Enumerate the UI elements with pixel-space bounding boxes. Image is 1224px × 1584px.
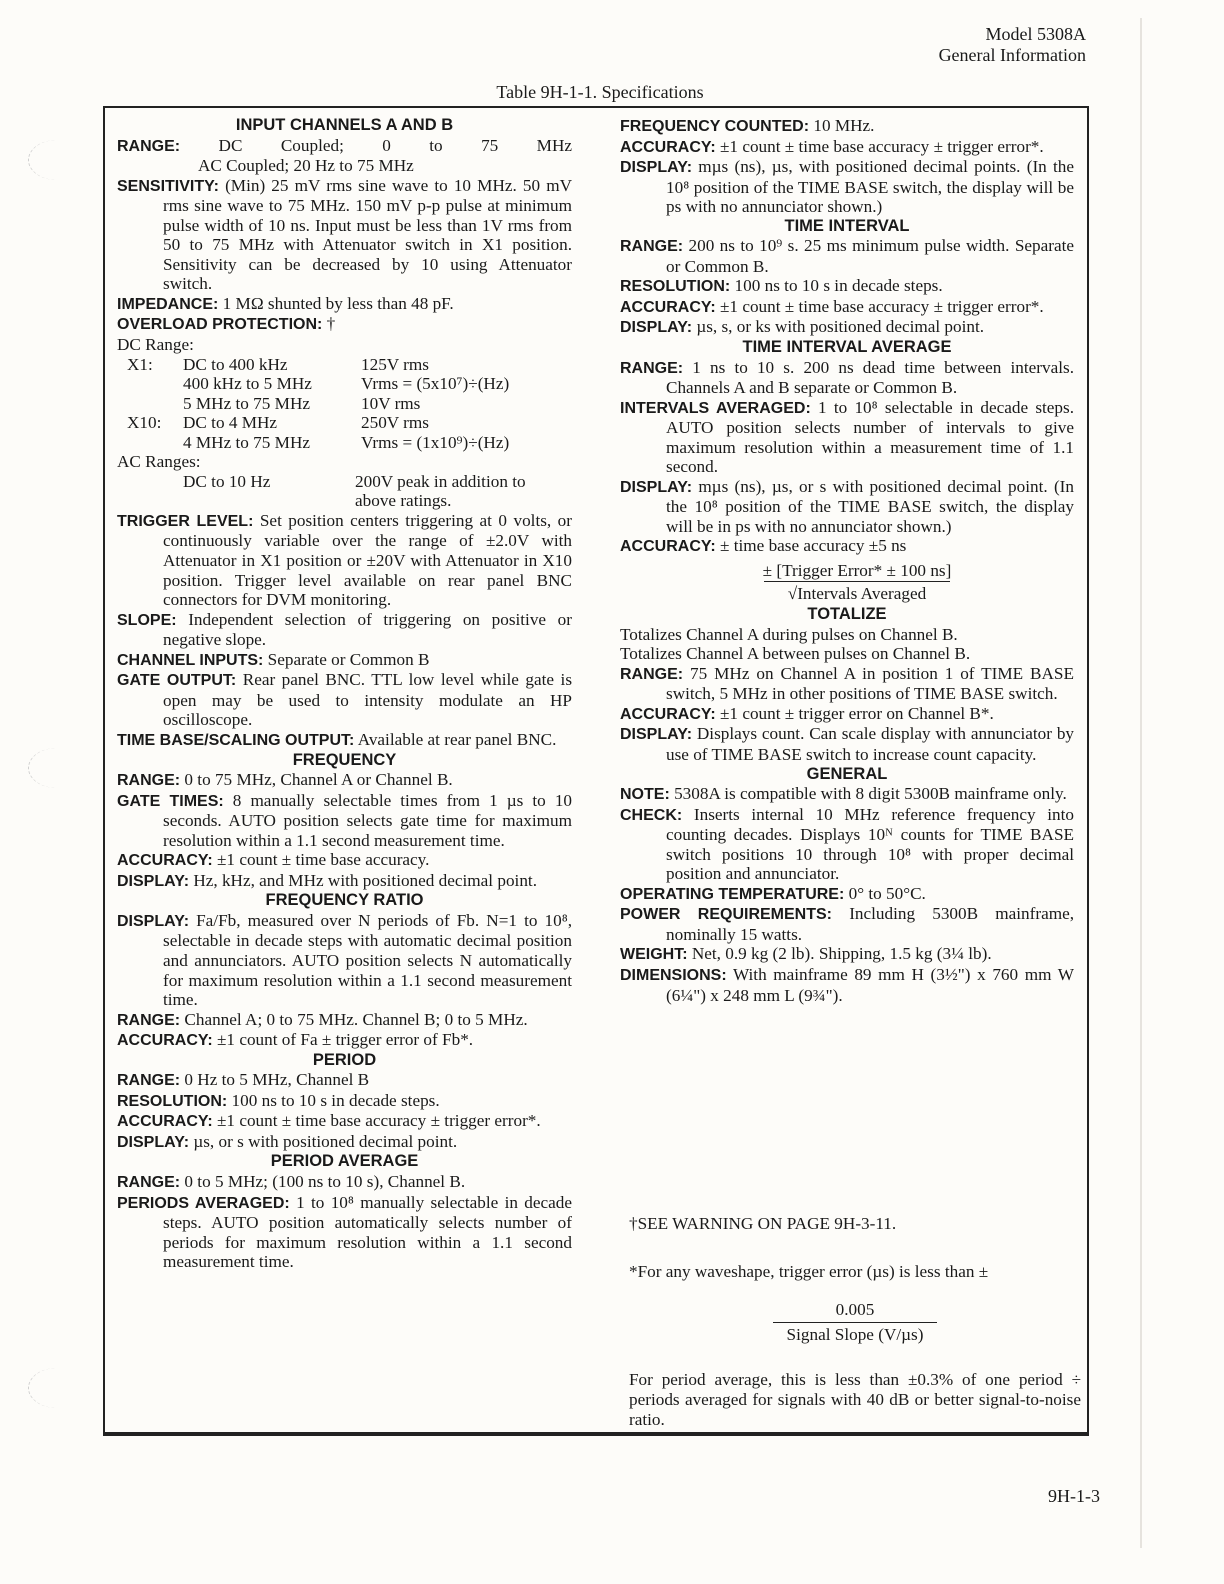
spec-note: NOTE: 5308A is compatible with 8 digit 5300B mainframe only. xyxy=(620,784,1067,804)
spec-accuracy: ACCURACY: ±1 count ± trigger error on Channel B*. xyxy=(620,703,994,723)
period-average-footnote: For period average, this is less than ±0.3% of one period ÷ periods averaged for signals with 40 dB or better signal-to-noise ratio. xyxy=(629,1370,1081,1429)
ac-ranges-label: AC Ranges: xyxy=(117,452,201,472)
section-heading: TOTALIZE xyxy=(807,605,887,624)
punch-hole-mark xyxy=(28,748,85,788)
spec-gate-times: GATE TIMES: 8 manually selectable times from 1 µs to 10 seconds. AUTO position selects gate time for maximum resolution within a 1.1 second measurement time. xyxy=(117,790,573,850)
section-heading: PERIOD AVERAGE xyxy=(270,1152,419,1171)
spec-check: CHECK: Inserts internal 10 MHz reference frequency into counting decades. Displays 10ᴺ counts for TIME BASE switch positions 10 through 10⁸ with proper decimal position and annunciator. xyxy=(620,804,1074,884)
spec-accuracy: ACCURACY: ± time base accuracy ±5 ns xyxy=(620,536,907,556)
spec-range: RANGE: 0 Hz to 5 MHz, Channel B xyxy=(117,1070,370,1090)
spec-display: DISPLAY: Displays count. Can scale display with annunciator by use of TIME BASE switch to increase count capacity. xyxy=(620,724,1075,764)
ac-range-table: DC to 10 Hz 200V peak in addition to above ratings. xyxy=(183,471,526,511)
spec-weight: WEIGHT: Net, 0.9 kg (2 lb). Shipping, 1.5 kg (3¼ lb). xyxy=(620,944,992,964)
spec-overload: OVERLOAD PROTECTION: † xyxy=(117,314,336,334)
trigger-error-fraction xyxy=(629,1300,1081,1345)
spec-sensitivity: SENSITIVITY: (Min) 25 mV rms sine wave to 10 MHz. 50 mV rms sine wave to 75 MHz. 150 mV p-p pulse at minimum pulse width of 10 ns. Input must be less than 1V rms from 50 to 75 MHz with Attenuator switch in X1 position. Sensitivity can be decreased by 10 using Attenuator switch. xyxy=(117,175,573,294)
spec-range: RANGE: 0 to 5 MHz; (100 ns to 10 s), Channel B. xyxy=(117,1171,466,1191)
spec-range: RANGE: 0 to 75 MHz, Channel A or Channel B. xyxy=(117,770,453,790)
spec-time-base-output: TIME BASE/SCALING OUTPUT: Available at rear panel BNC. xyxy=(117,729,557,749)
spec-trigger-level: TRIGGER LEVEL: Set position centers triggering at 0 volts, or continuously variable over the range of ±2.0V with Attenuator in X1 position or ±20V with Attenuator in X10 position. Trigger level available on rear panel BNC connectors for DVM monitoring. xyxy=(117,510,572,610)
spec-gate-output: GATE OUTPUT: Rear panel BNC. TTL low level while gate is open may be used to intensity modulate an HP oscilloscope. xyxy=(117,670,573,730)
section-heading: TIME INTERVAL AVERAGE xyxy=(742,338,952,357)
section-heading: FREQUENCY xyxy=(292,750,397,769)
fraction-numerator: ± [Trigger Error* ± 100 ns] xyxy=(762,561,952,581)
spec-accuracy: ACCURACY: ±1 count ± time base accuracy ± trigger error*. xyxy=(620,136,1044,156)
spec-periods-averaged: PERIODS AVERAGED: 1 to 10⁸ manually selectable in decade steps. AUTO position automatically selects number of periods for maximum resolution within a 1.1 second measurement time. xyxy=(117,1192,573,1272)
warning-footnote: †SEE WARNING ON PAGE 9H-3-11. xyxy=(629,1214,897,1233)
section-heading: TIME INTERVAL xyxy=(784,216,910,235)
spec-range: RANGE: Channel A; 0 to 75 MHz. Channel B; 0 to 5 MHz. xyxy=(117,1009,528,1029)
spec-range: RANGE: 75 MHz on Channel A in position 1 of TIME BASE switch, 5 MHz in other positions of TIME BASE switch. xyxy=(620,663,1074,704)
spec-accuracy: ACCURACY: ±1 count ± time base accuracy ± trigger error*. xyxy=(117,1111,541,1131)
spec-resolution: RESOLUTION: 100 ns to 10 s in decade steps. xyxy=(117,1090,440,1110)
spec-display: DISPLAY: mµs (ns), µs, with positioned decimal points. (In the 10⁸ position of the TIME BASE switch, the display will be ps with no annunciator shown.) xyxy=(620,157,1074,217)
spec-display: DISPLAY: µs, or s with positioned decimal point. xyxy=(117,1131,458,1151)
spec-display: DISPLAY: Hz, kHz, and MHz with positioned decimal point. xyxy=(117,870,537,890)
punch-hole-mark xyxy=(28,140,85,180)
fraction-denominator: √Intervals Averaged xyxy=(764,581,950,604)
header-section: General Information xyxy=(938,45,1086,65)
section-heading: FREQUENCY RATIO xyxy=(265,891,424,910)
spec-range: RANGE: 200 ns to 10⁹ s. 25 ms minimum pulse width. Separate or Common B. xyxy=(620,236,1074,276)
spec-display: DISPLAY: Fa/Fb, measured over N periods of Fb. N=1 to 10⁸, selectable in decade steps with automatic decimal position and annunciators. AUTO position selects N automatically for maximum resolution within a 1.1 second measurement time. xyxy=(117,910,572,1010)
table-caption: Table 9H-1-1. Specifications xyxy=(496,82,704,102)
spec-intervals-averaged: INTERVALS AVERAGED: 1 to 10⁸ selectable in decade steps. AUTO position selects number of intervals to give maximum resolution within a measurement time of 1.1 second. xyxy=(620,397,1075,477)
spec-operating-temperature: OPERATING TEMPERATURE: 0° to 50°C. xyxy=(620,883,926,903)
spec-display: DISPLAY: mµs (ns), µs, or s with positioned decimal point. (In the 10⁸ position of the TIME BASE switch, the display will be in ps with no annunciator shown.) xyxy=(620,476,1075,536)
spec-channel-inputs: CHANNEL INPUTS: Separate or Common B xyxy=(117,649,430,669)
fraction-denominator: Signal Slope (V/µs) xyxy=(773,1322,938,1345)
section-heading: GENERAL xyxy=(806,764,888,783)
spec-accuracy: ACCURACY: ±1 count ± time base accuracy. xyxy=(117,850,430,870)
running-header xyxy=(939,24,1086,66)
spec-frequency-counted: FREQUENCY COUNTED: 10 MHz. xyxy=(620,116,875,135)
spec-accuracy: ACCURACY: ±1 count ± time base accuracy ± trigger error*. xyxy=(620,296,1044,316)
section-heading: PERIOD xyxy=(312,1050,377,1069)
spec-accuracy: ACCURACY: ±1 count of Fa ± trigger error of Fb*. xyxy=(117,1030,474,1050)
dc-range-label: DC Range: xyxy=(117,335,194,355)
spec-resolution: RESOLUTION: 100 ns to 10 s in decade steps. xyxy=(620,276,943,296)
spec-dimensions: DIMENSIONS: With mainframe 89 mm H (3½") x 760 mm W (6¼") x 248 mm L (9¾"). xyxy=(620,964,1074,1005)
spec-display: DISPLAY: µs, s, or ks with positioned decimal point. xyxy=(620,317,985,337)
trigger-error-footnote: *For any waveshape, trigger error (µs) is less than ± xyxy=(629,1262,989,1281)
header-model: Model 5308A xyxy=(985,24,1086,44)
spec-range: RANGE: 1 ns to 10 s. 200 ns dead time between intervals. Channels A and B separate or Common B. xyxy=(620,357,1075,398)
spec-slope: SLOPE: Independent selection of triggering on positive or negative slope. xyxy=(117,609,572,650)
left-column xyxy=(117,116,572,1272)
spec-range-ac: AC Coupled; 20 Hz to 75 MHz xyxy=(198,156,414,176)
accuracy-fraction xyxy=(620,561,1074,603)
spec-range: RANGE: DC Coupled; 0 to 75 MHz xyxy=(117,135,572,155)
right-column xyxy=(620,116,1074,1005)
section-heading: INPUT CHANNELS A AND B xyxy=(235,116,454,134)
spec-impedance: IMPEDANCE: 1 MΩ shunted by less than 48 pF. xyxy=(117,293,454,313)
page-edge-shadow xyxy=(1140,18,1142,1548)
overload-table: X1: DC to 400 kHz 125V rms 400 kHz to 5 MHz Vrms = (5x10⁷)÷(Hz) 5 MHz to 75 MHz 10V rms X10: DC to 4 MHz 250V rms 4 MHz to 75 MHz Vrms = (1x10⁹)÷(Hz) xyxy=(127,354,510,452)
totalize-line: Totalizes Channel A between pulses on Channel B. xyxy=(620,644,971,664)
spec-power-requirements: POWER REQUIREMENTS: Including 5300B mainframe, nominally 15 watts. xyxy=(620,904,1074,944)
page-number: 9H-1-3 xyxy=(1048,1486,1100,1506)
fraction-numerator: 0.005 xyxy=(835,1300,875,1319)
punch-hole-mark xyxy=(28,1368,85,1408)
totalize-line: Totalizes Channel A during pulses on Channel B. xyxy=(620,624,958,644)
